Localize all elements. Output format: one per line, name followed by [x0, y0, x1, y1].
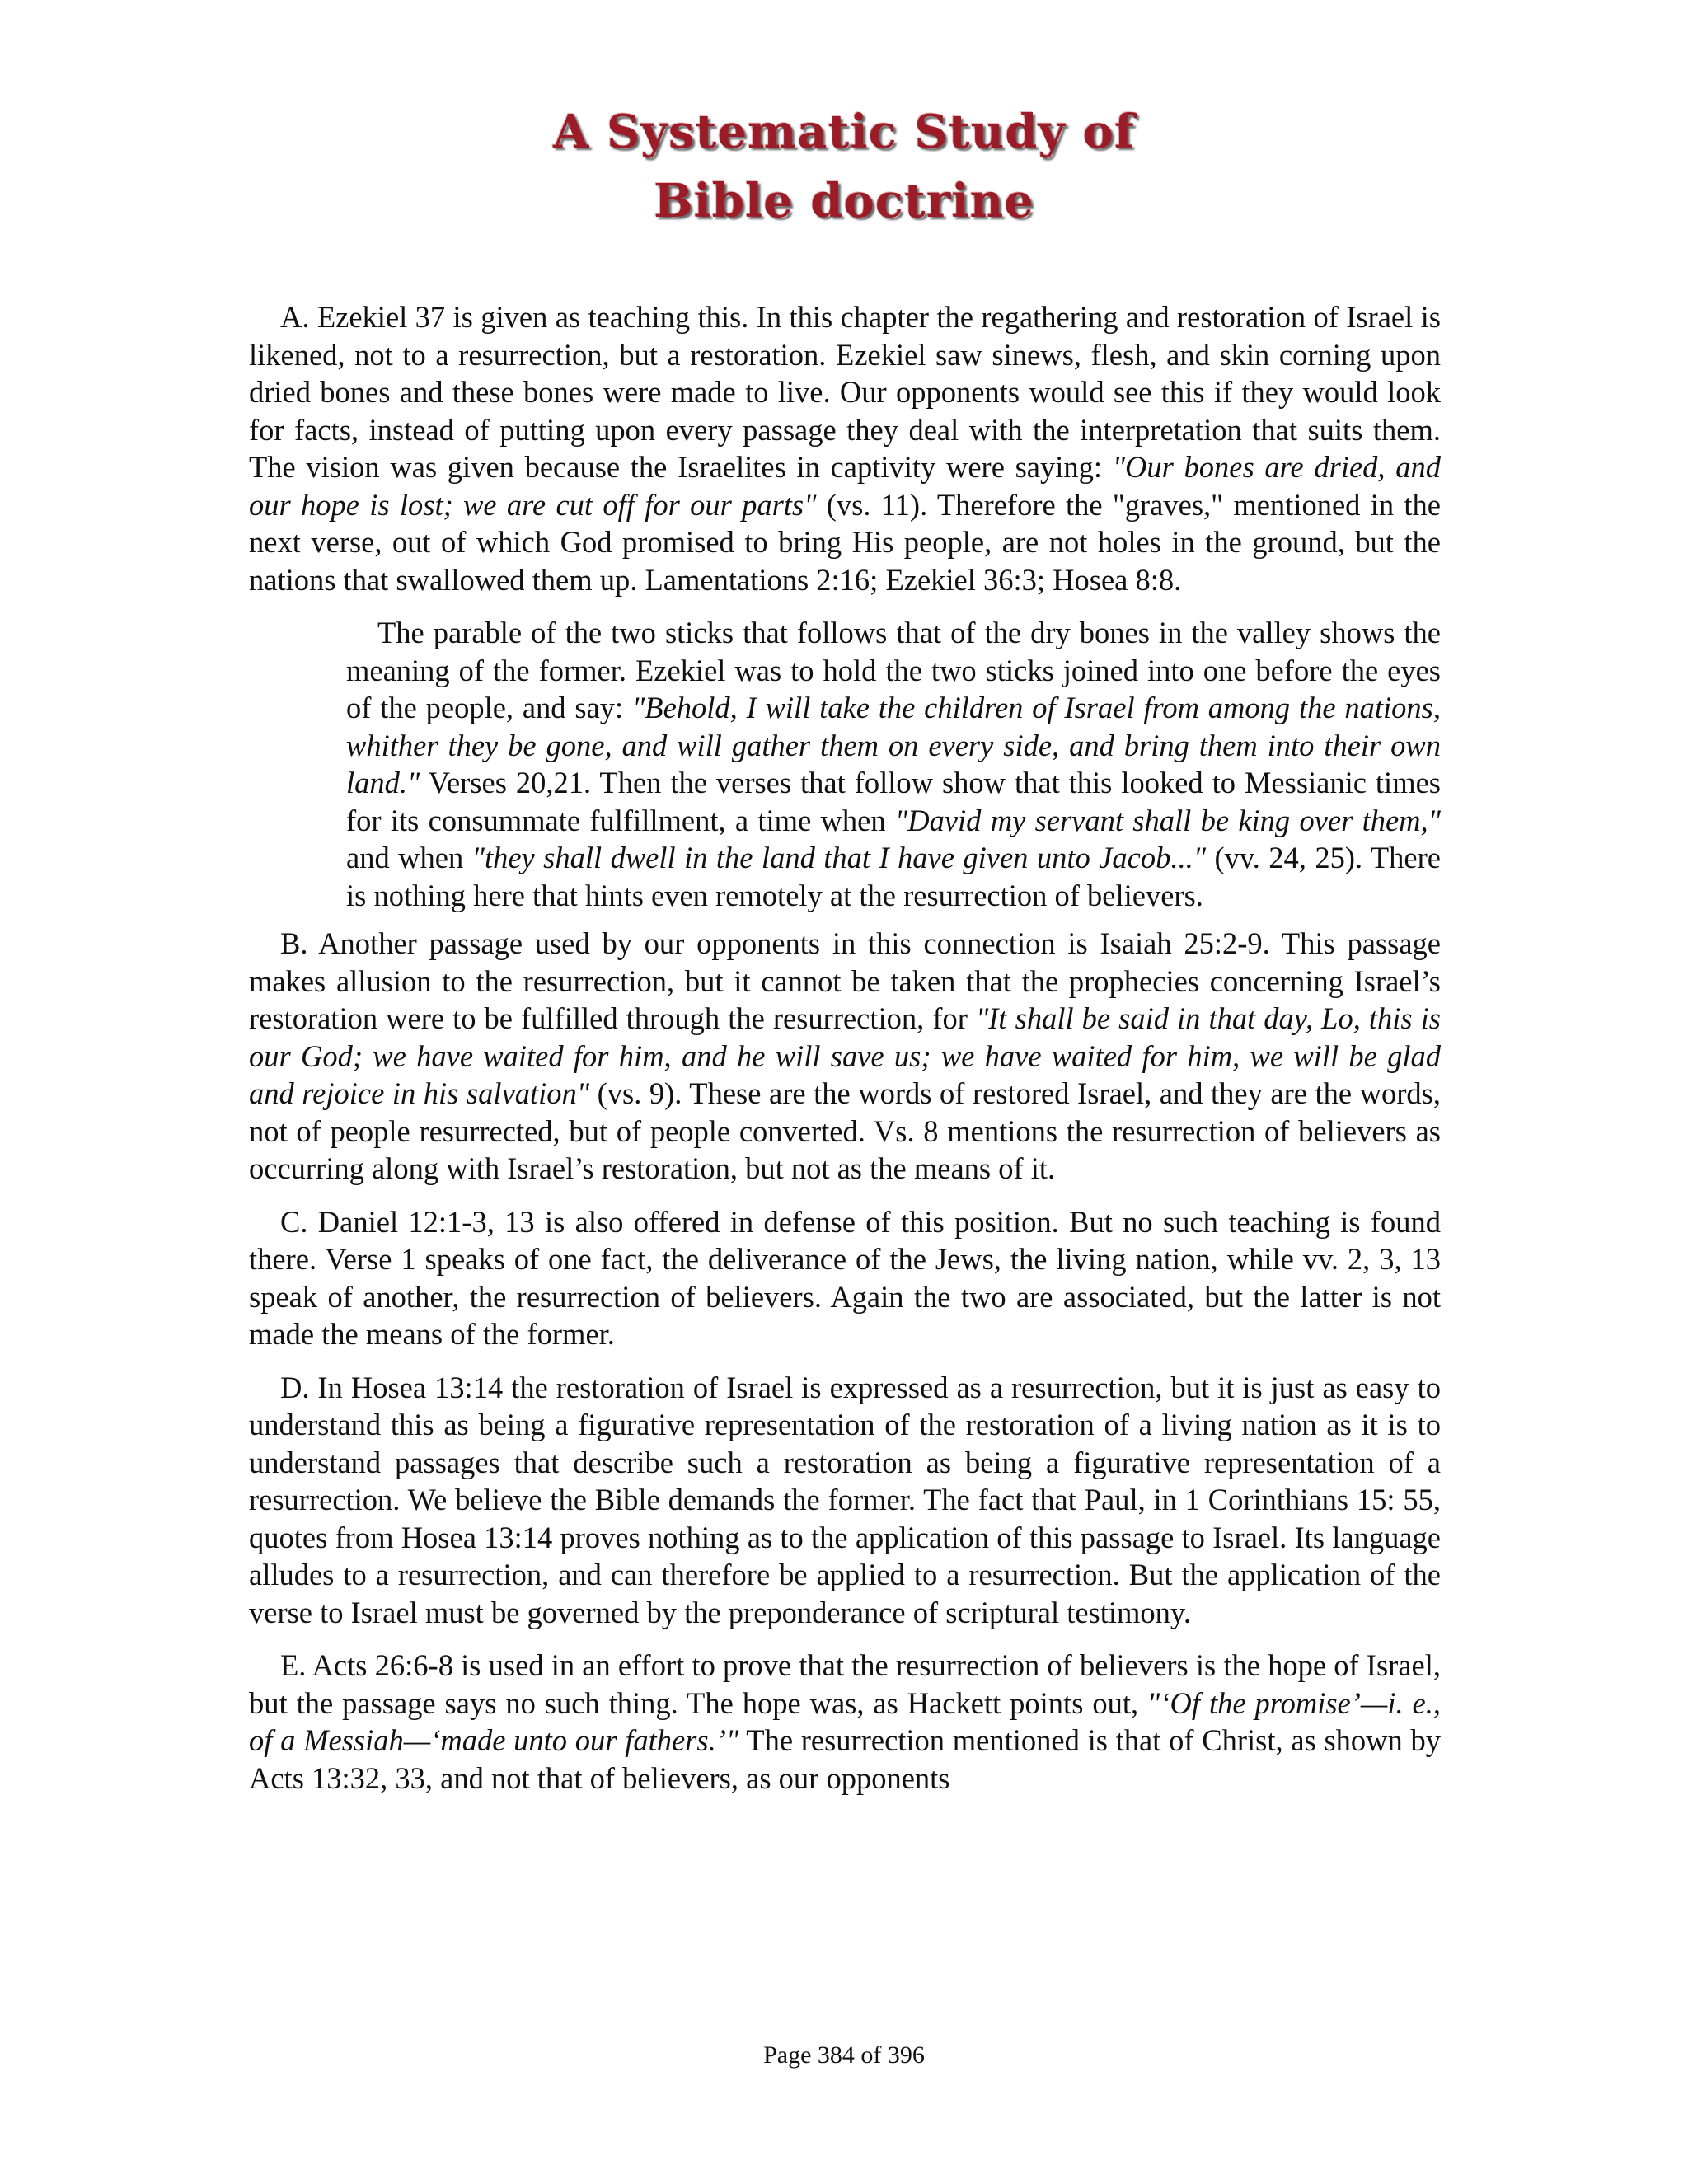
body-paragraph: [249, 1369, 1441, 1632]
scripture-quote: "It shall be said in that day, Lo, this is our God; we have waited for him, and he will save us; we have waited for him, we will be glad and rejoice in his salvation": [249, 1001, 1441, 1110]
scripture-quote: "Behold, I will take the children of Israel from among the nations, whither they be gone, and will gather them on every side, and bring them into their own land.": [346, 691, 1441, 799]
body-paragraph: [249, 298, 1441, 598]
paragraph-text: and when: [346, 841, 472, 874]
scripture-quote: "Our bones are dried, and our hope is lost; we are cut off for our parts": [249, 450, 1441, 522]
body-paragraph: [249, 925, 1441, 1188]
page-number: Page 384 of 396: [763, 2041, 925, 2069]
paragraph-text: D. In Hosea 13:14 the restoration of Israel is expressed as a resurrection, but it is just as easy to understand this as being a figurative representation of the restoration of a living nation as it is to understand passages that describe such a restoration as being a figurative representation of a resurrection. We believe the Bible demands the former. The fact that Paul, in 1 Corinthians 15: 55, quotes from Hosea 13:14 proves nothing as to the application of this passage to Israel. Its language alludes to a resurrection, and can therefore be applied to a resurrection. But the application of the verse to Israel must be governed by the preponderance of scriptural testimony.: [249, 1370, 1441, 1629]
paragraph-text: A. Ezekiel 37 is given as teaching this. In this chapter the regathering and restoration of Israel is likened, not to a resurrection, but a restoration. Ezekiel saw sinews, flesh, and skin corning upon dried bones and these bones were made to live. Our opponents would see this if they would look for facts, instead of putting upon every passage they deal with the interpretation that suits them. The vision was given because the Israelites in captivity were saying:: [249, 300, 1441, 484]
paragraph-text: (vs. 11). Therefore the "graves," mentioned in the next verse, out of which God promised to bring His people, are not holes in the ground, but the nations that swallowed them up. Lamentations 2:16; Ezekiel 36:3; Hosea 8:8.: [249, 487, 1441, 597]
page-body: [249, 298, 1441, 1812]
scripture-quote: "they shall dwell in the land that I have given unto Jacob...": [471, 841, 1207, 874]
scripture-quote: "David my servant shall be king over them,": [894, 803, 1441, 837]
paragraph-text: (vv. 24, 25). There is nothing here that hints even remotely at the resurrection of believers.: [346, 841, 1441, 912]
paragraph-text: B. Another passage used by our opponents in this connection is Isaiah 25:2-9. This passage makes allusion to the resurrection, but it cannot be taken that the prophecies concerning Israel’s restoration were to be fulfilled through the resurrection, for: [249, 926, 1441, 1035]
header-logo: [0, 97, 1688, 236]
paragraph-text: (vs. 9). These are the words of restored Israel, and they are the words, not of people resurrected, but of people converted. Vs. 8 mentions the resurrection of believers as occurring along with Israel’s restoration, but not as the means of it.: [249, 1076, 1442, 1185]
paragraph-text: C. Daniel 12:1-3, 13 is also offered in defense of this position. But no such teaching is found there. Verse 1 speaks of one fact, the deliverance of the Jews, the living nation, while vv. 2, 3, 13 speak of another, the resurrection of believers. Again the two are associated, but the latter is not made the means of the former.: [249, 1204, 1441, 1351]
logo-line-1: A Systematic Study of: [553, 105, 1135, 159]
paragraph-text: The resurrection mentioned is that of Christ, as shown by Acts 13:32, 33, and not that of believers, as our opponents: [249, 1723, 1441, 1795]
body-paragraph: [249, 1647, 1441, 1797]
logo-line-2: Bible doctrine: [654, 174, 1034, 228]
paragraph-text: Verses 20,21. Then the verses that follow show that this looked to Messianic times for its consummate fulfillment, a time when: [346, 766, 1441, 837]
body-paragraph: [249, 1203, 1441, 1353]
paragraph-text: The parable of the two sticks that follows that of the dry bones in the valley shows the meaning of the former. Ezekiel was to hold the two sticks joined into one before the eyes of the people, and say:: [346, 616, 1441, 724]
paragraph-text: E. Acts 26:6-8 is used in an effort to prove that the resurrection of believers is the hope of Israel, but the passage says no such thing. The hope was, as Hackett points out,: [249, 1648, 1441, 1720]
indented-paragraph: [346, 614, 1441, 914]
scripture-quote: "‘Of the promise’—i. e., of a Messiah—‘made unto our fathers.’": [249, 1685, 1441, 1757]
